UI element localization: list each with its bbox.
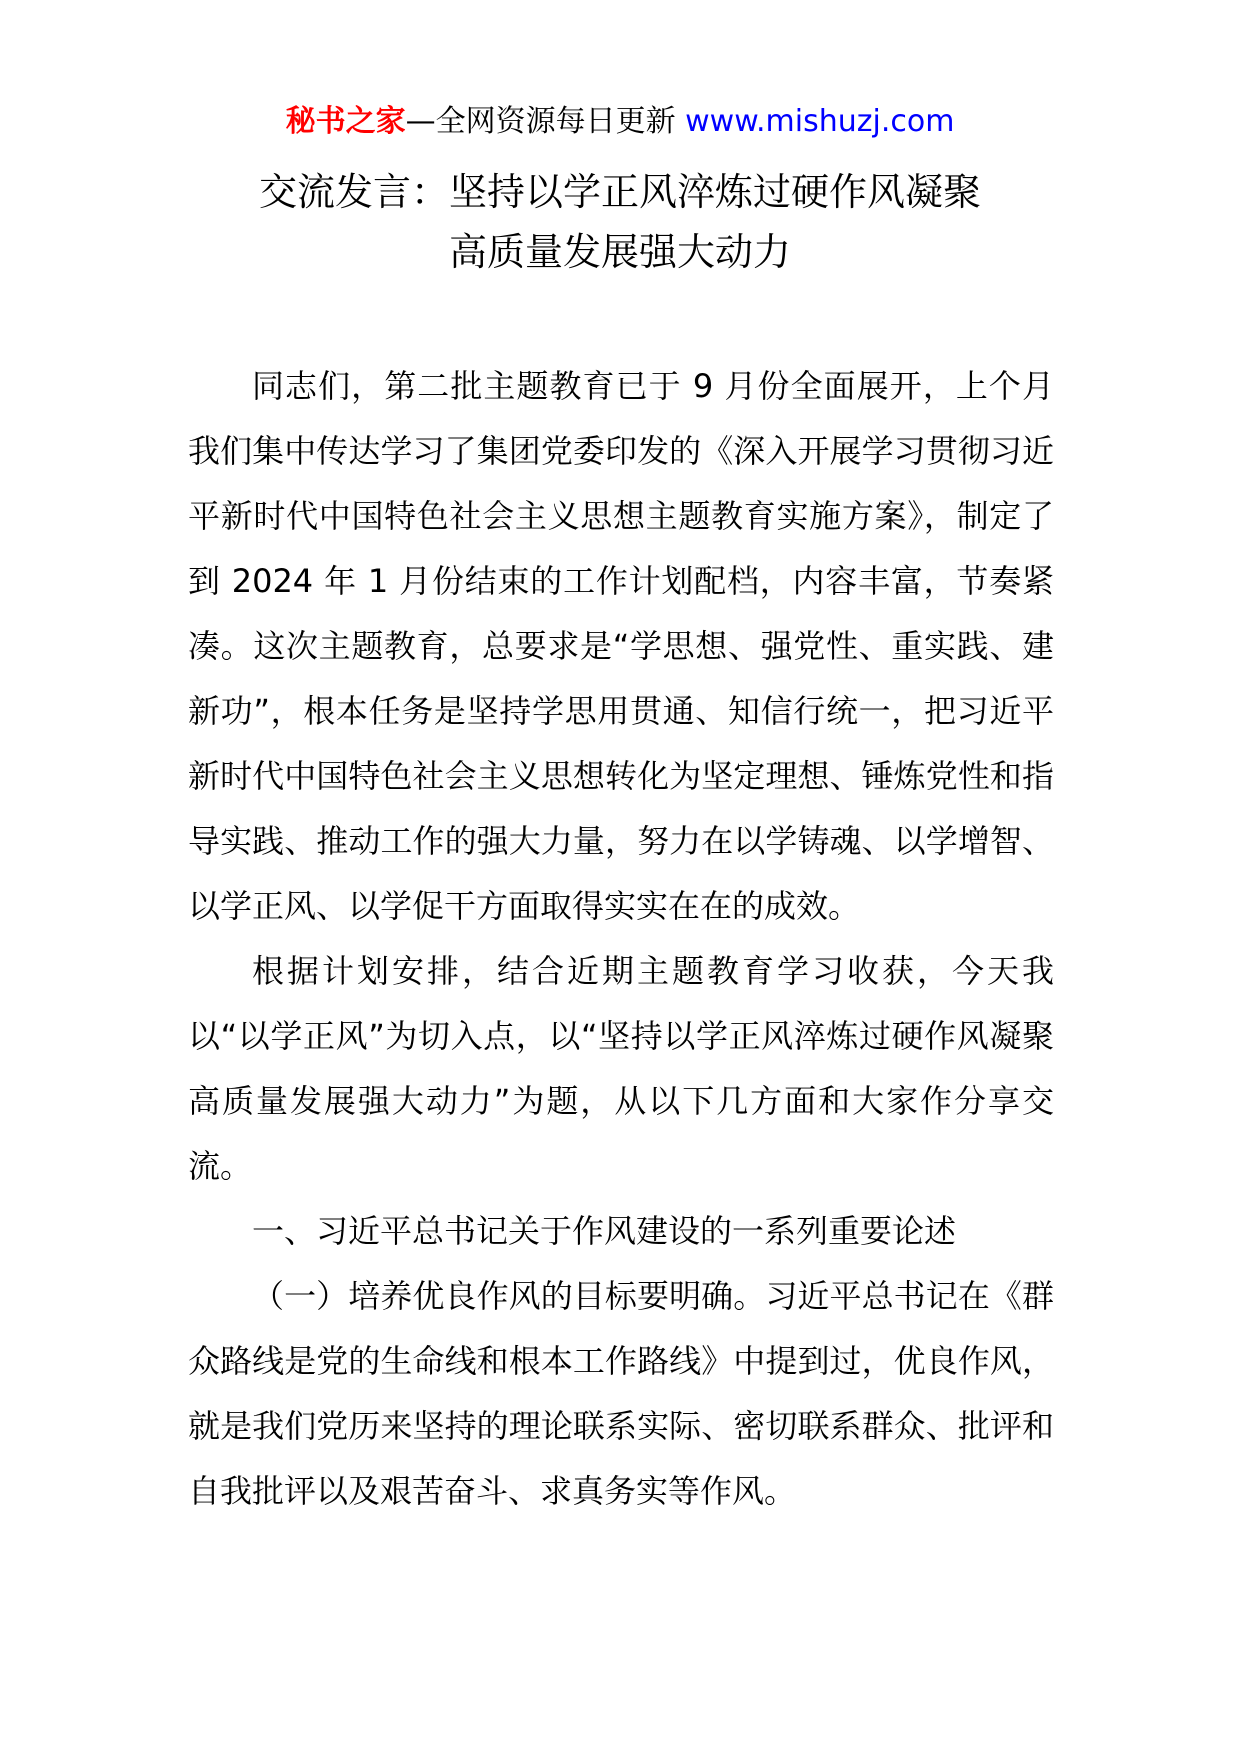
paragraph-subsection-1: （一）培养优良作风的目标要明确。习近平总书记在《群众路线是党的生命线和根本工作路线》中提到过，优良作风，就是我们党历来坚持的理论联系实际、密切联系群众、批评和自我批评以及艰苦奋斗、求真务实等作风。	[188, 1277, 1054, 1510]
title-line-2: 高质量发展强大动力	[448, 230, 791, 274]
paragraph-plan: 根据计划安排，结合近期主题教育学习收获，今天我以“以学正风”为切入点，以“坚持以学正风淬炼过硬作风凝聚高质量发展强大动力”为题，从以下几方面和大家作分享交流。	[188, 952, 1054, 1185]
site-header	[0, 100, 1240, 144]
document-body	[188, 354, 1054, 1524]
section-heading-1: 一、习近平总书记关于作风建设的一系列重要论述	[252, 1212, 957, 1250]
header-tagline: —全网资源每日更新	[405, 104, 686, 139]
paragraph-intro: 同志们，第二批主题教育已于 9 月份全面展开，上个月我们集中传达学习了集团党委印发的《深入开展学习贯彻习近平新时代中国特色社会主义思想主题教育实施方案》，制定了到 2024 年 1 月份结束的工作计划配档，内容丰富，节奏紧凑。这次主题教育，总要求是“学思想、强党性、重实践、建新功”，根本任务是坚持学思用贯通、知信行统一，把习近平新时代中国特色社会主义思想转化为坚定理想、锤炼党性和指导实践、推动工作的强大力量，努力在以学铸魂、以学增智、以学正风、以学促干方面取得实实在在的成效。	[188, 367, 1054, 925]
brand-name: 秘书之家	[285, 104, 406, 139]
title-line-1: 交流发言：坚持以学正风淬炼过硬作风凝聚	[258, 170, 981, 214]
document-title	[0, 162, 1240, 282]
site-url-link[interactable]: www.mishuzj.com	[685, 104, 955, 139]
